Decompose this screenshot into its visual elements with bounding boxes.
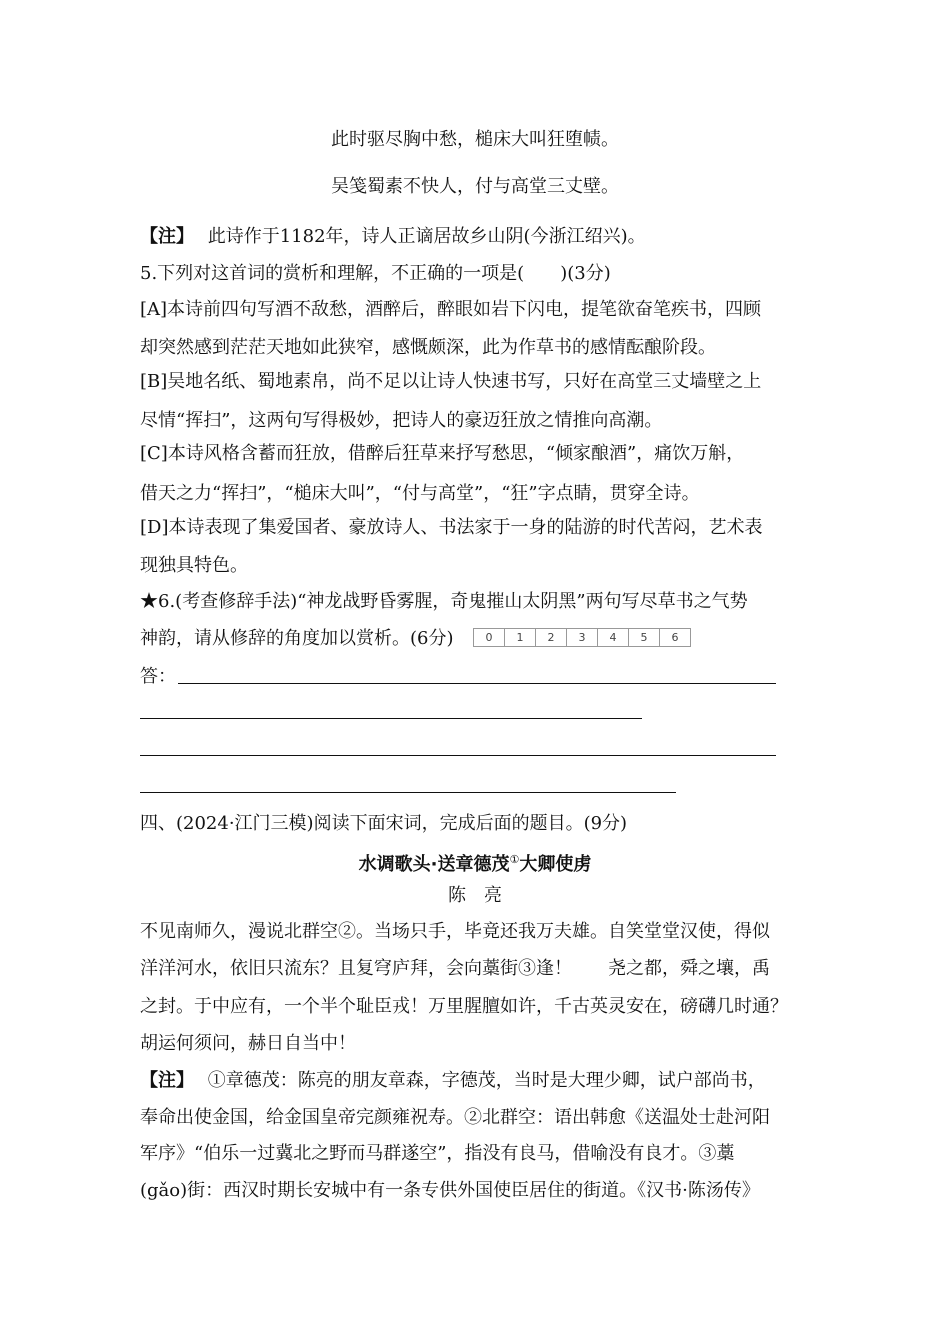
score-cell[interactable]: 1: [504, 629, 535, 646]
option-a-line-1: [A]本诗前四句写酒不敌愁，酒醉后，醉眼如岩下闪电，提笔欲奋笔疾书，四顾: [140, 299, 762, 320]
poem-line-1: 此时驱尽胸中愁，槌床大叫狂堕帻。: [331, 129, 619, 150]
answer-line-4[interactable]: [140, 792, 676, 793]
answer-line-1[interactable]: [178, 683, 776, 684]
option-a-label: [A]: [140, 299, 168, 320]
poem-body-line-4: 胡运何须问，赫日自当中！: [140, 1033, 356, 1054]
footnote-marker: ①: [509, 853, 520, 866]
option-a-line-2: 却突然感到茫茫天地如此狭窄，感慨颇深，此为作草书的感情酝酿阶段。: [140, 337, 716, 358]
option-c-label: [C]: [140, 443, 168, 464]
poem-title: 水调歌头·送章德茂①大卿使虏: [358, 853, 592, 875]
notes-line-3: 军序》“伯乐一过冀北之野而马群遂空”，指没有良马，借喻没有良才。③藁: [140, 1143, 735, 1164]
note-label: 【注】: [140, 226, 194, 247]
section-4-heading: 四、(2024·江门三模)阅读下面宋词，完成后面的题目。(9分): [140, 813, 628, 834]
score-cell[interactable]: 6: [659, 629, 690, 646]
option-d-label: [D]: [140, 517, 169, 538]
score-cell[interactable]: 4: [597, 629, 628, 646]
notes-line-1: 【注】 ①章德茂：陈亮的朋友章森，字德茂，当时是大理少卿，试户部尚书，: [140, 1070, 766, 1091]
poem-note: [140, 225, 646, 249]
question-5-stem: 5.下列对这首词的赏析和理解，不正确的一项是( )(3分): [140, 263, 611, 284]
answer-line-2[interactable]: [140, 718, 642, 719]
score-cell[interactable]: 2: [535, 629, 566, 646]
option-c-line-1: [C]本诗风格含蓄而狂放，借醉后狂草来抒写愁思，“倾家酿酒”，痛饮万斛，: [140, 443, 745, 464]
notes-line-2: 奉命出使金国，给金国皇帝完颜雍祝寿。②北群空：语出韩愈《送温处士赴河阳: [140, 1107, 770, 1128]
score-cell[interactable]: 5: [628, 629, 659, 646]
note-text: 此诗作于1182年，诗人正谪居故乡山阴(今浙江绍兴)。: [207, 226, 646, 247]
question-6-line-2: 神韵，请从修辞的角度加以赏析。(6分): [140, 628, 454, 649]
notes-label: 【注】: [140, 1070, 194, 1091]
poem-body-line-3: 之封。于中应有，一个半个耻臣戎！万里腥膻如许，千古英灵安在，磅礴几时通？: [140, 996, 788, 1017]
score-box: [473, 628, 691, 647]
option-d-line-1: [D]本诗表现了集爱国者、豪放诗人、书法家于一身的陆游的时代苦闷，艺术表: [140, 517, 763, 538]
option-c-line-2: 借天之力“挥扫”，“槌床大叫”，“付与高堂”，“狂”字点睛，贯穿全诗。: [140, 483, 700, 504]
answer-line-3[interactable]: [140, 755, 776, 756]
option-b-label: [B]: [140, 371, 168, 392]
answer-label: 答：: [140, 666, 176, 687]
poem-body-line-1: 不见南师久，漫说北群空②。当场只手，毕竟还我万夫雄。自笑堂堂汉使，得似: [140, 921, 770, 942]
score-cell[interactable]: 0: [485, 631, 493, 644]
poem-line-2: 吴笺蜀素不快人，付与高堂三丈壁。: [331, 176, 619, 197]
score-cell[interactable]: 3: [566, 629, 597, 646]
option-b-line-1: [B]吴地名纸、蜀地素帛，尚不足以让诗人快速书写，只好在高堂三丈墙壁之上: [140, 371, 762, 392]
option-b-line-2: 尽情“挥扫”，这两句写得极妙，把诗人的豪迈狂放之情推向高潮。: [140, 410, 663, 431]
poem-author: 陈 亮: [448, 885, 502, 906]
option-d-line-2: 现独具特色。: [140, 555, 248, 576]
question-6-line-1: ★6.(考查修辞手法)“神龙战野昏雾腥，奇鬼摧山太阴黑”两句写尽草书之气势: [140, 591, 748, 612]
notes-line-4: (gǎo)街：西汉时期长安城中有一条专供外国使臣居住的街道。《汉书·陈汤传》: [140, 1180, 760, 1201]
poem-body-line-2: 洋洋河水，依旧只流东？且复穹庐拜，会向藁街③逢！ 尧之都，舜之壤，禹: [140, 958, 770, 979]
